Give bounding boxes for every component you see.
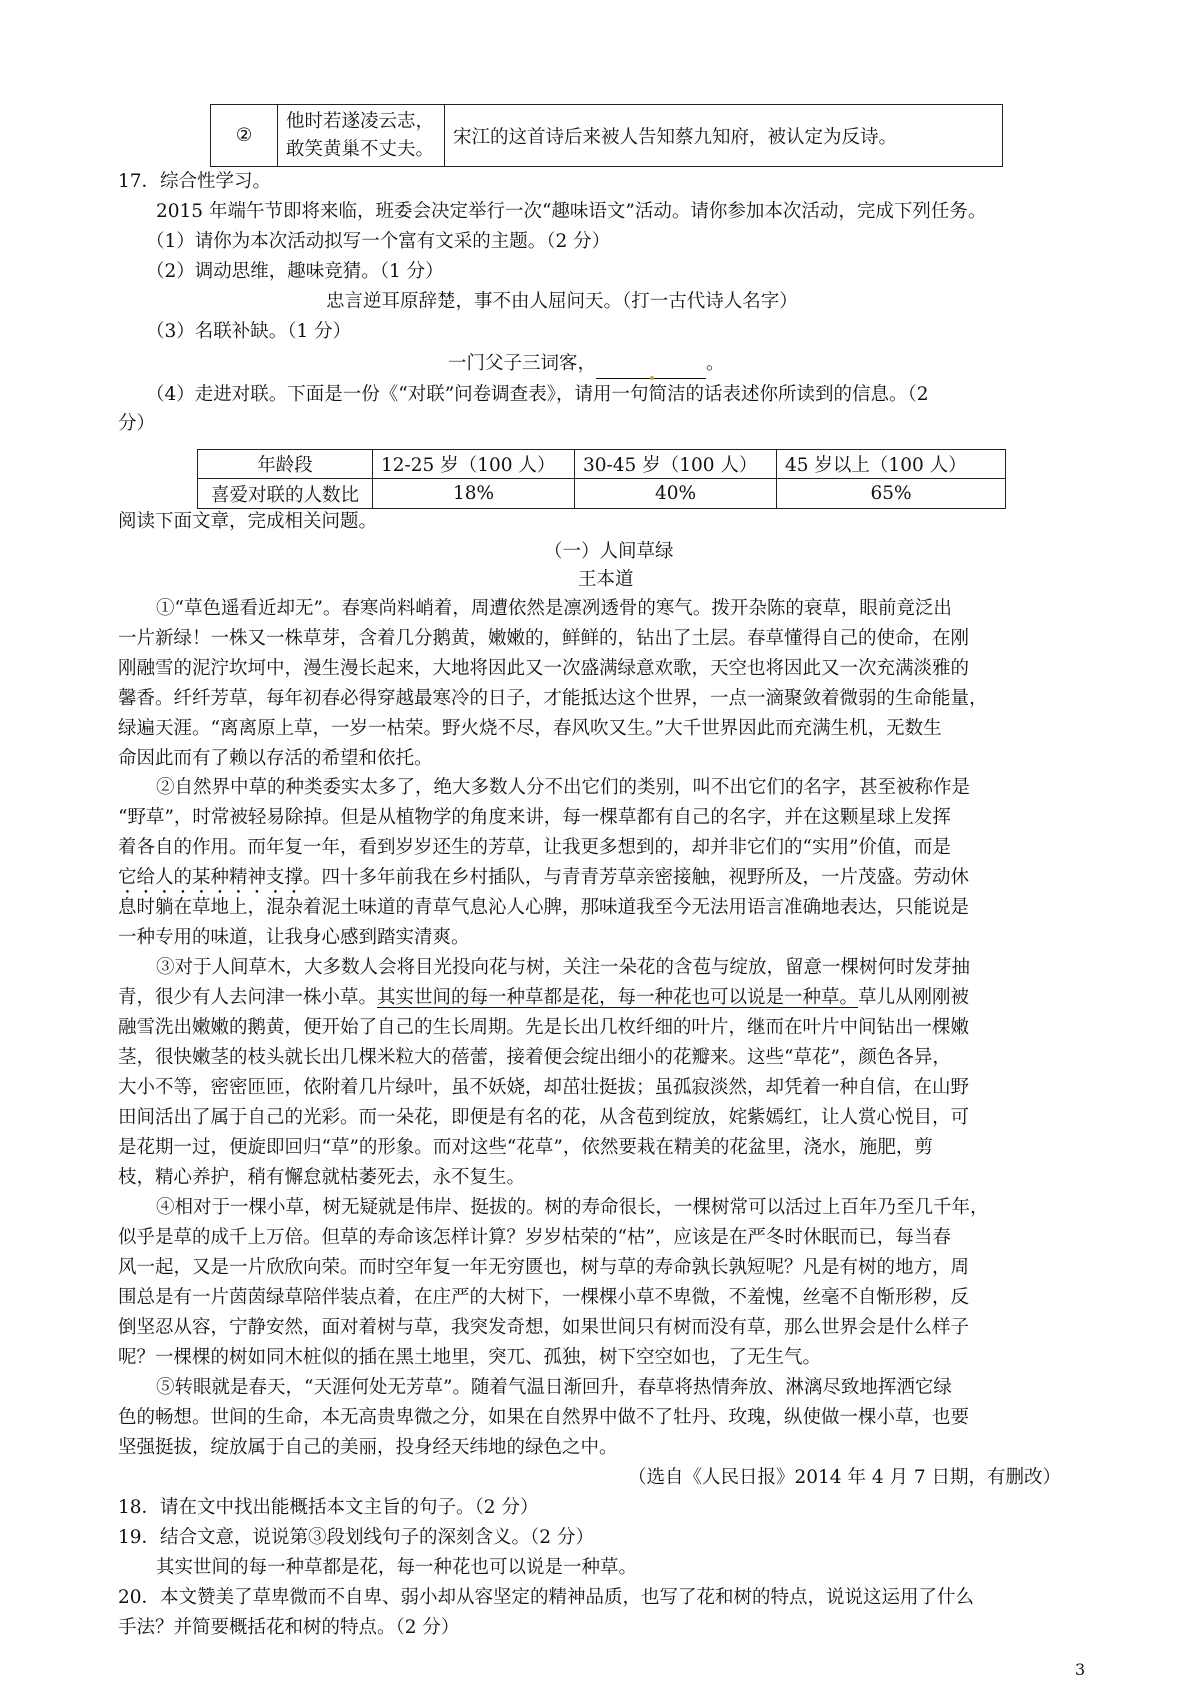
survey-header-45-plus: 45 岁以上（100 人）: [777, 450, 1006, 479]
q17-task-3: （3）名联补缺。（1 分）: [146, 321, 352, 342]
survey-value-12-25: 18%: [373, 479, 575, 509]
q17-title: 17．综合性学习。: [118, 171, 272, 192]
p3-line-end: 草儿从刚刚被: [858, 987, 970, 1008]
q17-task-4-cont: 分）: [118, 413, 156, 434]
p5-line: 色的畅想。世间的生命，本无高贵卑微之分，如果在自然界中做不了牡丹、玫瑰，纵使做一棵小草，也要: [118, 1407, 970, 1428]
p4-line: 围总是有一片茵茵绿草陪伴装点着，在庄严的大树下，一棵棵小草不卑微，不羞愧，丝毫不自惭形秽，反: [118, 1287, 970, 1308]
p1-line: ①“草色遥看近却无”。春寒尚料峭着，周遭依然是凛冽透骨的寒气。拨开杂陈的衰草，眼前竟泛出: [156, 598, 952, 619]
p2-line: 着各自的作用。而年复一年，看到岁岁还生的芳草，让我更多想到的，却并非它们的“实用”价值，而是: [118, 837, 951, 858]
p3-line: 融雪洗出嫩嫩的鹅黄，便开始了自己的生长周期。先是长出几枚纤细的叶片，继而在叶片中间钻出一棵嫩: [118, 1017, 970, 1038]
question-20: 20．本文赞美了草卑微而不自卑、弱小却从容坚定的精神品质，也写了花和树的特点，说说这运用了什么: [118, 1587, 975, 1608]
reading-instruction: 阅读下面文章，完成相关问题。: [118, 511, 378, 532]
p3-underlined-sentence: 其实世间的每一种草都是花，每一种花也可以说是一种草。: [377, 987, 859, 1008]
p3-line: ③对于人间草木，大多数人会将目光投向花与树，关注一朵花的含苞与绽放，留意一棵树何时发芽抽: [156, 957, 971, 978]
article-title: （一）人间草绿: [544, 541, 674, 562]
article-source: （选自《人民日报》2014 年 4 月 7 日期，有删改）: [628, 1467, 1062, 1488]
q17-riddle: 忠言逆耳原辞楚，事不由人屈问天。（打一古代诗人名字）: [326, 291, 798, 312]
survey-header-30-45: 30-45 岁（100 人）: [575, 450, 777, 479]
question-19-quote: 其实世间的每一种草都是花，每一种花也可以说是一种草。: [156, 1557, 638, 1578]
p1-line: 刚融雪的泥泞坎坷中，漫生漫长起来，大地将因此又一次盛满绿意欢歌，天空也将因此又一次充满淡雅的: [118, 658, 970, 679]
p2-line: ②自然界中草的种类委实太多了，绝大多数人分不出它们的类别，叫不出它们的名字，甚至被称作是: [156, 777, 971, 798]
p1-line: 命因此而有了赖以存活的希望和依托。: [118, 748, 433, 769]
p2-line: 息时躺在草地上，混杂着泥土味道的青草气息沁人心脾，那味道我至今无法用语言准确地表达，只能说是: [118, 897, 970, 918]
question-20-cont: 手法？并简要概括花和树的特点。（2 分）: [118, 1617, 460, 1638]
couplet-end-mark: 。: [706, 353, 725, 374]
p3-line: 茎，很快嫩茎的枝头就长出几棵米粒大的蓓蕾，接着便会绽出细小的花瓣来。这些“草花”，颜色各异，: [118, 1047, 951, 1068]
survey-row-label: 喜爱对联的人数比: [198, 479, 373, 509]
p2-emphasis-text: 它给人的某种精神支撑。: [118, 867, 322, 888]
p3-line-start: 青，很少有人去问津一株小草。: [118, 987, 378, 1008]
p3-line: 田间活出了属于自己的光彩。而一朵花，即便是有名的花，从含苞到绽放，姹紫嫣红，让人赏心悦目，可: [118, 1107, 970, 1128]
p1-line: 馨香。纤纤芳草，每年初春必得穿越最寒冷的日子，才能抵达这个世界，一点一滴聚敛着微弱的生命能量，: [118, 688, 988, 709]
poem-verse-2: 敢笑黄巢不丈夫。: [286, 138, 435, 160]
poem-verse-1: 他时若遂凌云志，: [286, 110, 435, 132]
poem-table: [210, 104, 1003, 167]
poem-number: ②: [211, 105, 278, 167]
q17-task-1: （1）请你为本次活动拟写一个富有文采的主题。（2 分）: [146, 231, 611, 252]
q17-intro: 2015 年端午节即将来临，班委会决定举行一次“趣味语文”活动。请你参加本次活动，完成下列任务。: [156, 201, 987, 222]
q17-task-2: （2）调动思维，趣味竞猜。（1 分）: [146, 261, 444, 282]
p2-line-rest: 四十多年前我在乡村插队，与青青芳草亲密接触，视野所及，一片茂盛。劳动休: [321, 867, 970, 888]
survey-value-30-45: 40%: [575, 479, 777, 509]
q17-task-4: （4）走进对联。下面是一份《“对联”问卷调查表》，请用一句简洁的话表述你所读到的信息。（2: [146, 384, 929, 405]
p5-line: ⑤转眼就是春天，“天涯何处无芳草”。随着气温日渐回升，春草将热情奔放、淋漓尽致地挥洒它绿: [156, 1377, 952, 1398]
p4-line: 风一起，又是一片欣欣向荣。而时空年复一年无穷匮也，树与草的寿命孰长孰短呢？凡是有树的地方，周: [118, 1257, 970, 1278]
article-author: 王本道: [578, 569, 634, 590]
p4-line: 呢？一棵棵的树如同木桩似的插在黑土地里，突兀、孤独，树下空空如也，了无生气。: [118, 1347, 822, 1368]
survey-table: [197, 449, 1006, 509]
p4-line: 倒坚忍从容，宁静安然，面对着树与草，我突发奇想，如果世间只有树而没有草，那么世界会是什么样子: [118, 1317, 970, 1338]
p1-line: 绿遍天涯。“离离原上草，一岁一枯荣。野火烧不尽，春风吹又生。”大千世界因此而充满生机，无数生: [118, 718, 942, 739]
p3-line-mixed: [118, 983, 969, 1013]
survey-value-45-plus: 65%: [777, 479, 1006, 509]
survey-header-12-25: 12-25 岁（100 人）: [373, 450, 575, 479]
survey-header-age: 年龄段: [198, 450, 373, 479]
p3-line: 大小不等，密密匝匝，依附着几片绿叶，虽不妖娆，却茁壮挺拔；虽孤寂淡然，却凭着一种自信，在山野: [118, 1077, 970, 1098]
p4-line: 似乎是草的成千上万倍。但草的寿命该怎样计算？岁岁枯荣的“枯”，应该是在严冬时休眠而已，每当春: [118, 1227, 951, 1248]
page-number: 3: [1075, 1660, 1086, 1679]
p5-line: 坚强挺拔，绽放属于自己的美丽，投身经天纬地的绿色之中。: [118, 1437, 618, 1458]
p3-line: 是花期一过，便旋即回归“草”的形象。而对这些“花草”，依然要栽在精美的花盆里，浇水，施肥，剪: [118, 1137, 933, 1158]
p3-line: 枝，精心养护，稍有懈怠就枯萎死去，永不复生。: [118, 1167, 526, 1188]
poem-verses: [278, 105, 445, 167]
p2-line: 一种专用的味道，让我身心感到踏实清爽。: [118, 927, 470, 948]
p1-line: 一片新绿！一株又一株草芽，含着几分鹅黄，嫩嫩的，鲜鲜的，钻出了土层。春草懂得自己的使命，在刚: [118, 628, 970, 649]
p2-line: “野草”，时常被轻易除掉。但是从植物学的角度来讲，每一棵草都有自己的名字，并在这颗星球上发挥: [118, 807, 951, 828]
question-18: 18．请在文中找出能概括本文主旨的句子。（2 分）: [118, 1497, 539, 1518]
couplet-answer-blank[interactable]: [596, 360, 706, 379]
question-19: 19．结合文意，说说第③段划线句子的深刻含义。（2 分）: [118, 1527, 594, 1548]
couplet-first-line: 一门父子三词客，: [448, 353, 597, 374]
poem-note: 宋江的这首诗后来被人告知蔡九知府，被认定为反诗。: [445, 105, 1003, 167]
q17-couplet: [448, 349, 725, 379]
p4-line: ④相对于一棵小草，树无疑就是伟岸、挺拔的。树的寿命很长，一棵树常可以活过上百年乃至几千年，: [156, 1197, 989, 1218]
